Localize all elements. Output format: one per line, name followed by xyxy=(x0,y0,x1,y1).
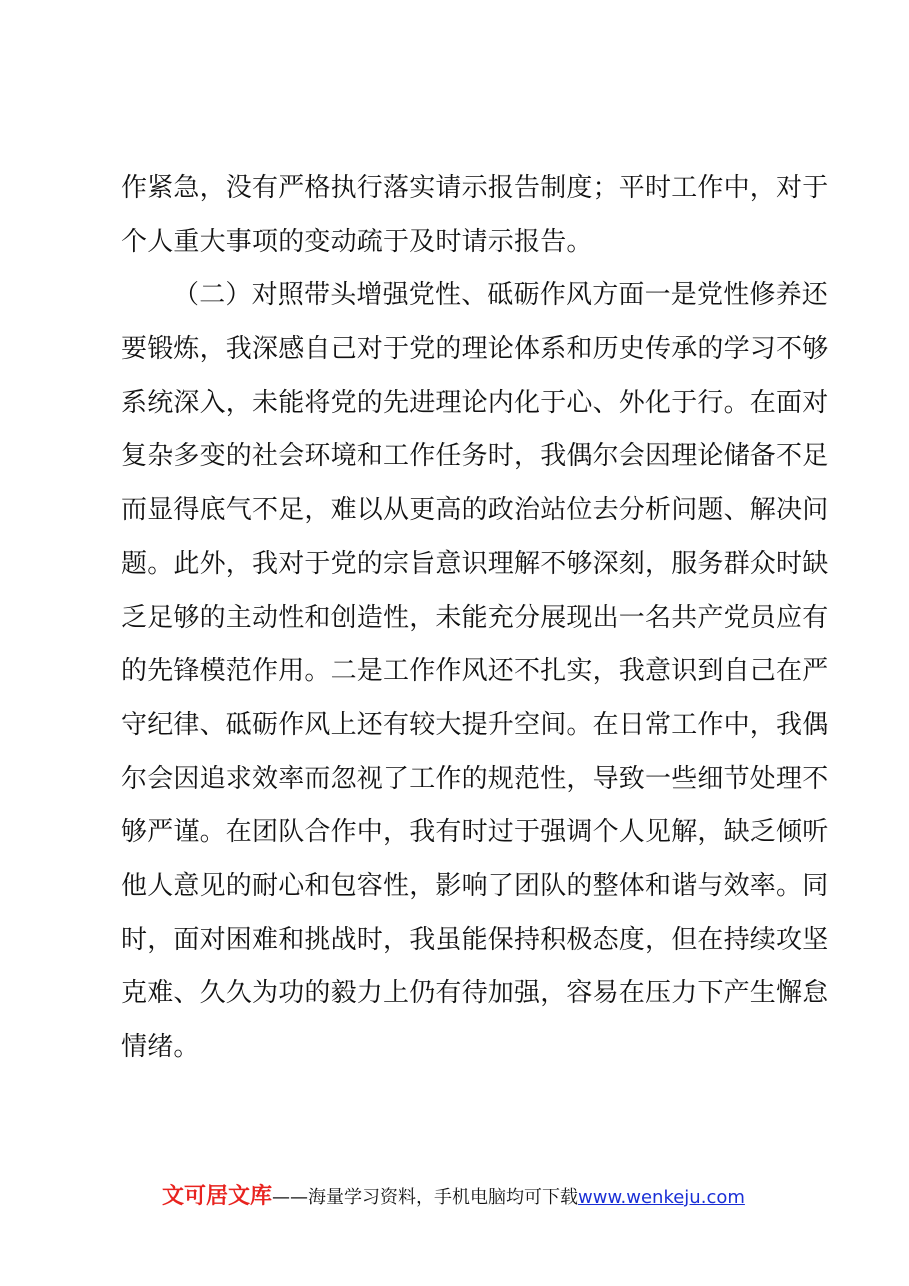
paragraph-line: 复杂多变的社会环境和工作任务时，我偶尔会因理论储备不足 xyxy=(121,441,829,472)
paragraph-line: 乏足够的主动性和创造性，未能充分展现出一名共产党员应有 xyxy=(121,602,829,633)
footer-tagline: ——海量学习资料，手机电脑均可下载 xyxy=(272,1187,579,1208)
brand-name: 文可居文库 xyxy=(162,1184,273,1209)
document-body xyxy=(121,162,829,1075)
paragraph-line: 情绪。 xyxy=(121,1032,200,1062)
website-link[interactable]: www.wenkeju.com xyxy=(578,1187,745,1208)
paragraph-line: 题。此外，我对于党的宗旨意识理解不够深刻，服务群众时缺 xyxy=(121,548,829,579)
paragraph-line: 时，面对困难和挑战时，我虽能保持积极态度，但在持续攻坚 xyxy=(121,924,829,955)
paragraph-line: 他人意见的耐心和包容性，影响了团队的整体和谐与效率。同 xyxy=(121,870,829,901)
paragraph-line: 克难、久久为功的毅力上仍有待加强，容易在压力下产生懈怠 xyxy=(121,978,829,1009)
paragraph-line: 个人重大事项的变动疏于及时请示报告。 xyxy=(121,226,593,257)
paragraph-line: 尔会因追求效率而忽视了工作的规范性，导致一些细节处理不 xyxy=(121,763,829,794)
paragraph-line: 的先锋模范作用。二是工作作风还不扎实，我意识到自己在严 xyxy=(121,656,829,687)
paragraph-line: 要锻炼，我深感自己对于党的理论体系和历史传承的学习不够 xyxy=(121,334,829,365)
paragraph-line: 够严谨。在团队合作中，我有时过于强调个人见解，缺乏倾听 xyxy=(121,817,829,848)
paragraph-line: 守纪律、砥砺作风上还有较大提升空间。在日常工作中，我偶 xyxy=(121,709,829,740)
section-heading-line: （二）对照带头增强党性、砥砺作风方面一是党性修养还 xyxy=(173,280,829,311)
footer-banner xyxy=(162,1180,802,1214)
paragraph-line: 作紧急，没有严格执行落实请示报告制度；平时工作中，对于 xyxy=(121,173,829,203)
paragraph-line: 系统深入，未能将党的先进理论内化于心、外化于行。在面对 xyxy=(121,387,829,418)
paragraph-line: 而显得底气不足，难以从更高的政治站位去分析问题、解决问 xyxy=(121,495,829,526)
